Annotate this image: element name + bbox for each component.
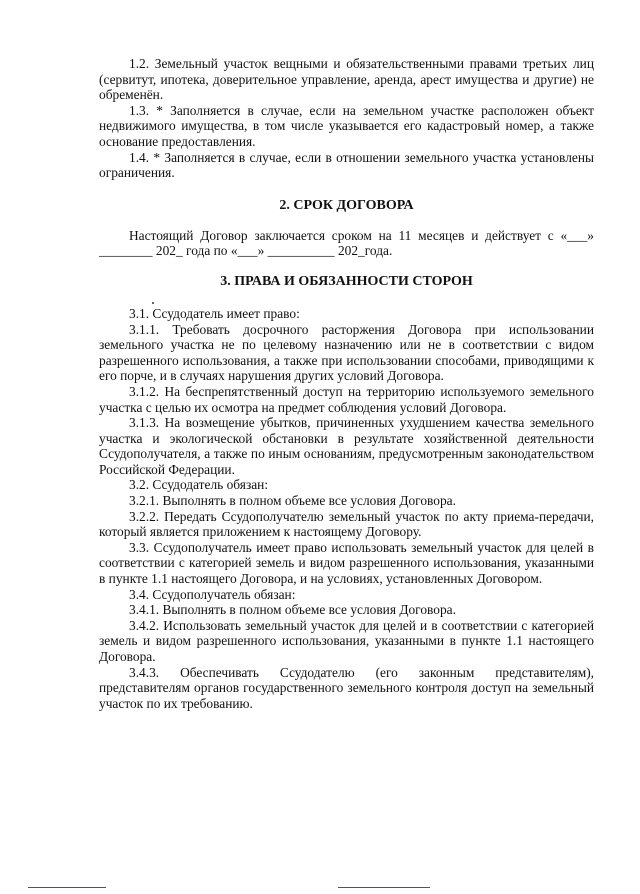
footer-rule-left [28, 887, 106, 888]
document-page [99, 56, 594, 711]
clause-3-1: 3.1. Ссудодатель имеет право: [129, 305, 300, 321]
clause-3-2-2: 3.2.2. Передать Ссудополучателю земельный участок по акту приема-передачи, который является приложением к настоящему Договору. [99, 508, 594, 540]
clause-3-4-1: 3.4.1. Выполнять в полном объеме все условия Договора. [129, 602, 456, 618]
clause-3-1-2: 3.1.2. На беспрепятственный доступ на территорию используемого земельного участка с целью их осмотра на предмет соблюдения условий Договора. [99, 383, 594, 415]
section-2-heading: 2. СРОК ДОГОВОРА [279, 197, 414, 213]
clause-3-4-3: 3.4.3. Обеспечивать Ссудодателю (его законным представителям), представителям органов государственного земельного контроля доступ на земельный участок по их требованию. [99, 664, 594, 711]
clause-1-4: 1.4. * Заполняется в случае, если в отношении земельного участка установлены ограничения. [99, 149, 594, 181]
clause-1-2: 1.2. Земельный участок вещными и обязательственными правами третьих лиц (сервитут, ипотека, доверительное управление, аренда, арест имущества и другие) не обременён. [99, 56, 594, 103]
section-2-text: Настоящий Договор заключается сроком на 11 месяцев и действует с «___» ________ 202_ года по «___» __________ 202_года. [99, 227, 594, 259]
clause-3-2-1: 3.2.1. Выполнять в полном объеме все условия Договора. [129, 493, 456, 509]
clause-3-4: 3.4. Ссудополучатель обязан: [129, 586, 296, 602]
clause-3-4-2: 3.4.2. Использовать земельный участок для целей и в соответствии с категорией земель и видом разрешенного использования, указанными в пункте 1.1 настоящего Договора. [99, 617, 594, 664]
clause-1-3: 1.3. * Заполняется в случае, если на земельном участке расположен объект недвижимого имущества, в том числе указывается его кадастровый номер, а также основание предоставления. [99, 102, 594, 149]
clause-3-1-3: 3.1.3. На возмещение убытков, причиненных ухудшением качества земельного участка и экологической обстановки в результате хозяйственной деятельности Ссудополучателя, а также по иным основаниям, предусмотренным законодательством Российской Федерации. [99, 415, 594, 477]
footer-rule-right [338, 887, 430, 888]
clause-3-3: 3.3. Ссудополучатель имеет право использовать земельный участок для целей в соответствии с категорией земель и видом разрешенного использования, указанными в пункте 1.1 настоящего Договора, и на условиях, установленных Договором. [99, 539, 594, 587]
clause-3-2: 3.2. Ссудодатель обязан: [129, 477, 269, 493]
section-3-heading: 3. ПРАВА И ОБЯЗАННОСТИ СТОРОН [220, 273, 473, 289]
clause-3-1-1: 3.1.1. Требовать досрочного расторжения Договора при использовании земельного участка не по целевому назначению или не в соответствии с видом разрешенного использования, а также при использовании способами, приводящими к его порче, и в случаях нарушения других условий Договора. [99, 321, 594, 384]
scan-dot [152, 302, 154, 304]
